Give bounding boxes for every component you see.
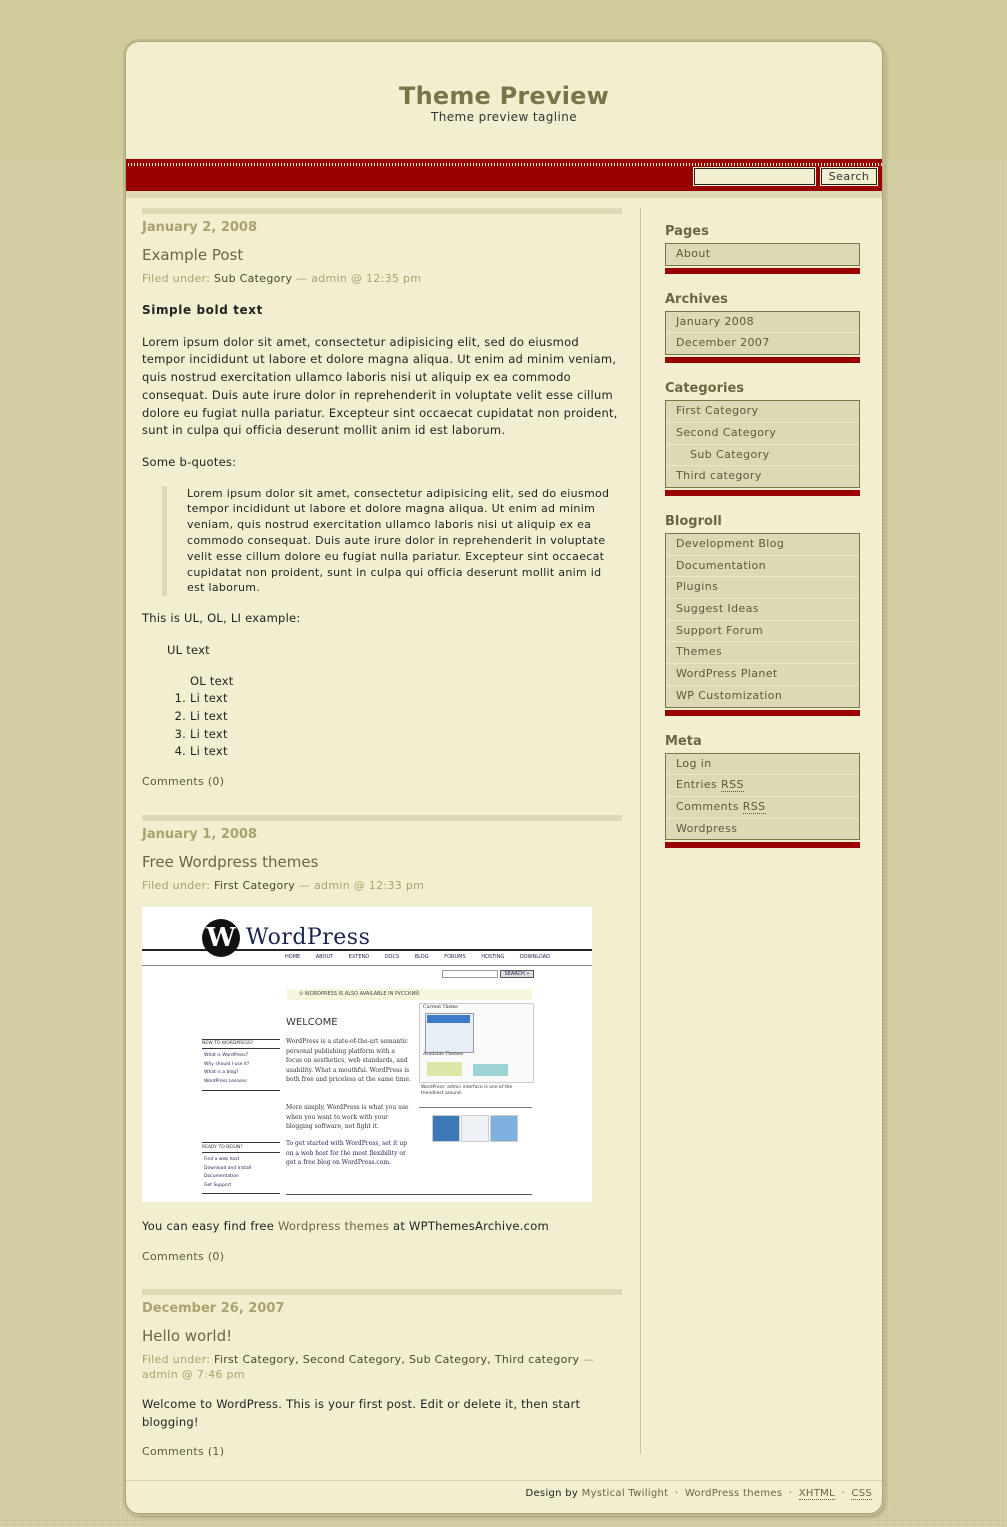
widget-bar (665, 268, 860, 274)
ol-item: 1. Li text (190, 690, 622, 708)
screenshot-nav: HOME ABOUT EXTEND DOCS BLOG FORUMS HOSTING DOWNLOAD (285, 954, 551, 961)
post-meta (142, 878, 622, 893)
post-byline: — admin @ 7:46 pm (142, 1352, 595, 1381)
comments-link[interactable]: Comments (1) (142, 1445, 225, 1459)
sidebar-item-login[interactable]: Log in (676, 756, 712, 770)
widget-title-pages: Pages (665, 224, 709, 239)
sidebar-item-blogroll[interactable]: WP Customization (666, 685, 859, 707)
post-divider (142, 208, 622, 214)
xhtml-link[interactable]: XHTML (798, 1488, 835, 1499)
post (142, 815, 622, 1263)
ul-item: UL text (167, 642, 210, 657)
post-divider (142, 1289, 622, 1295)
category-link[interactable]: First Category (214, 879, 296, 893)
wordpress-logo-icon: W (202, 919, 240, 957)
meta-list (665, 753, 860, 841)
sidebar-item-about[interactable]: About (676, 247, 711, 260)
ol-item: 2. Li text (190, 708, 622, 726)
ol-label: OL text (190, 673, 234, 688)
post (142, 1289, 622, 1458)
post (142, 208, 622, 788)
wordpress-screenshot-image: W WordPress HOME ABOUT EXTEND DOCS BLOG FORUMS HOSTING DOWNLOAD SEARCH » ⊙ WORDPRESS IS ALSO AVAILABLE IN РУССКИЙ. WELCOME WordPress is a state-of-the-art semantic personal publishing platform with a focus on aesthetics, web standards, and usability. What a mouthful. WordPress is both free and priceless at the same time. More simply, WordPress is what you use when you want to work with your blogging software, not fight it. To get started with WordPress, set it up on a web host for the most flexibility or get a free blog on WordPress.com. NEW TO WORDPRESS? What is WordPress? Why should I use it? What is a blog? WordPress Lessons READY TO BEGIN? Find a web host Download and Install Documentation Get Support Current Theme Available Themes WordPress' admin interface is one of the friendliest around. (142, 907, 592, 1202)
sidebar-item-archive[interactable]: January 2008 (676, 314, 754, 328)
sidebar-item-blogroll[interactable]: Support Forum (666, 620, 859, 642)
sidebar-item-blogroll[interactable]: Suggest Ideas (666, 598, 859, 620)
blockquote: Lorem ipsum dolor sit amet, consectetur adipisicing elit, sed do eiusmod tempor incididunt ut labore et dolore magna aliqua. Ut enim ad minim veniam, quis nostrud exercitation ullamco laboris nisi ut aliquip ex ea commodo consequat. Duis aute irure dolor in reprehenderit in voluptate velit esse cillum dolore eu fugiat nulla pariatur. Excepteur sint occaecat cupidatat non proident, sunt in culpa qui officia deserunt mollit anim id est laborum. (162, 486, 622, 597)
navbar (126, 159, 882, 191)
widget-title-archives: Archives (665, 291, 728, 307)
sidebar-item-blogroll[interactable]: Themes (666, 641, 859, 663)
post-title-link[interactable]: Free Wordpress themes (142, 853, 319, 872)
wordpress-themes-link[interactable]: WordPress themes (684, 1488, 783, 1499)
widget-title-meta: Meta (665, 733, 702, 749)
comments-link[interactable]: Comments (0) (142, 775, 225, 789)
sidebar (665, 224, 860, 866)
bold-text: Simple bold text (142, 303, 263, 317)
wordpress-themes-link[interactable]: Wordpress themes (277, 1219, 390, 1234)
filed-under-label: Filed under: (142, 272, 211, 285)
example-ul (167, 642, 622, 660)
sidebar-item-archive[interactable]: December 2007 (666, 332, 859, 354)
sidebar-item-blogroll[interactable]: Plugins (666, 576, 859, 598)
post-meta (142, 1352, 622, 1382)
post-meta (142, 271, 622, 286)
page-container (125, 41, 883, 1514)
sidebar-item-wordpress[interactable]: Wordpress (666, 818, 859, 840)
ol-item: 3. Li text (190, 726, 622, 744)
widget-bar (665, 357, 860, 363)
sidebar-item-blogroll[interactable]: Documentation (666, 555, 859, 577)
post-date: January 2, 2008 (142, 220, 257, 235)
archives-list (665, 311, 860, 355)
ol-item: 4. Li text (190, 743, 622, 761)
post-date: January 1, 2008 (142, 827, 257, 843)
widget-title-blogroll: Blogroll (665, 513, 722, 529)
widget-title-categories: Categories (665, 381, 745, 397)
sidebar-divider (640, 208, 641, 1454)
sidebar-item-subcategory[interactable]: Sub Category (666, 444, 859, 466)
post-entry (142, 1396, 622, 1431)
post-paragraph: Welcome to WordPress. This is your first post. Edit or delete it, then start blogging! (142, 1396, 581, 1429)
post-title-link[interactable]: Hello world! (142, 1326, 233, 1345)
navbar-shadow (126, 191, 882, 198)
post-byline: — admin @ 12:33 pm (298, 879, 425, 893)
sidebar-item-entries-rss[interactable]: Entries RSS (666, 774, 859, 796)
content-column (142, 208, 622, 1458)
sidebar-item-category[interactable]: Third category (666, 465, 859, 487)
designer-link[interactable]: Mystical Twilight (581, 1488, 669, 1499)
filed-under-label: Filed under: (142, 1352, 211, 1366)
sidebar-item-blogroll[interactable]: Development Blog (676, 536, 785, 550)
pages-list (665, 243, 860, 266)
sidebar-item-comments-rss[interactable]: Comments RSS (666, 796, 859, 818)
comments-link[interactable]: Comments (0) (142, 1249, 225, 1263)
search-button[interactable]: Search (821, 168, 877, 185)
widget-bar (665, 842, 860, 848)
widget-bar (665, 710, 860, 716)
filed-under-label: Filed under: (142, 879, 211, 893)
post-paragraph: Lorem ipsum dolor sit amet, consectetur adipisicing elit, sed do eiusmod tempor incididunt ut labore et dolore magna aliqua. Ut enim ad minim veniam, quis nostrud exercitation ullamco laboris nisi ut aliquip ex ea commodo consequat. Duis aute irure dolor in reprehenderit in voluptate velit esse cillum dolore eu fugiat nulla pariatur. Excepteur sint occaecat cupidatat non proident, sunt in culpa qui officia deserunt mollit anim id est laborum. (142, 334, 618, 438)
post-title-link[interactable]: Example Post (142, 246, 244, 264)
list-intro: This is UL, OL, LI example: (142, 611, 301, 626)
categories-list (665, 400, 860, 488)
post-byline: — admin @ 12:35 pm (296, 272, 422, 285)
bquote-intro: Some b-quotes: (142, 454, 237, 469)
category-link[interactable]: Sub Category (214, 272, 293, 285)
wordpress-logo-text: WordPress (246, 925, 371, 951)
widget-bar (665, 490, 860, 496)
blog-title[interactable]: Theme Preview (399, 82, 609, 110)
post-date: December 26, 2007 (142, 1300, 285, 1316)
footer: Design by Mystical Twilight · WordPress themes · XHTML · CSS (126, 1480, 882, 1513)
css-link[interactable]: CSS (851, 1488, 872, 1499)
sidebar-item-category[interactable]: First Category (676, 404, 759, 418)
design-by-label: Design by (525, 1488, 579, 1499)
header (126, 42, 882, 159)
post-divider (142, 815, 622, 821)
post-entry: You can easy find free Wordpress themes at WPThemesArchive.com (142, 1219, 549, 1234)
post-entry (142, 302, 622, 761)
sidebar-item-blogroll[interactable]: WordPress Planet (666, 663, 859, 685)
blog-tagline: Theme preview tagline (430, 110, 578, 124)
sidebar-item-category[interactable]: Second Category (666, 422, 859, 444)
search-input[interactable] (694, 168, 815, 185)
example-ol (142, 690, 622, 761)
category-links[interactable]: First Category, Second Category, Sub Category, Third category (214, 1352, 580, 1366)
blogroll-list (665, 533, 860, 708)
